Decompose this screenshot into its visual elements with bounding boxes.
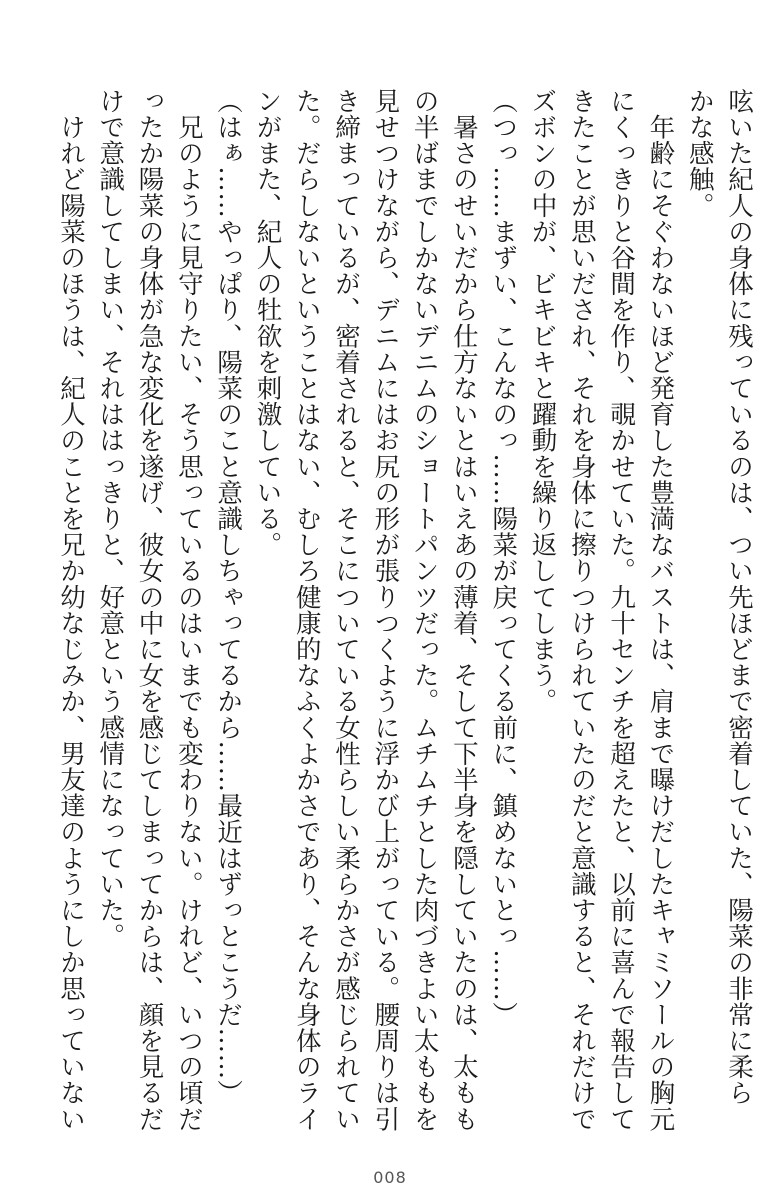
page-number: 008	[373, 1168, 407, 1187]
text-line: ったか陽菜の身体が急な変化を遂げ、彼女の中に女を感じてしまってからは、顔を見るだ	[134, 88, 165, 1132]
text-line: た。だらしないということはない、むしろ健康的なふくよかさであり、そんな身体のライ	[291, 88, 322, 1132]
text-line: き締まっているが、密着されると、そこについている女性らしい柔らかさが感じられてい	[331, 88, 362, 1132]
text-line: けで意識してしまい、それははっきりと、好意という感情になっていた。	[95, 88, 126, 950]
text-line: 年齢にそぐわないほど発育した豊満なバストは、肩まで曝けだしたキャミソールの胸元	[645, 88, 676, 1132]
text-line: 兄のように見守りたい、そう思っているのはいまでも変わりない。けれど、いつの頃だ	[173, 88, 204, 1132]
text-line: 見せつけながら、デニムにはお尻の形が張りつくように浮かび上がっている。腰周りは引	[370, 88, 401, 1132]
text-line: けれど陽菜のほうは、紀人のことを兄か幼なじみか、男友達のようにしか思っていない	[55, 88, 86, 1132]
text-line: ンがまた、紀人の牡欲を刺激している。	[252, 88, 283, 558]
text-line: きたことが思いだされ、それを身体に擦りつけられていたのだと意識すると、それだけで	[566, 88, 597, 1132]
text-line: 暑さのせいだから仕方ないとはいえあの薄着、そして下半身を隠していたのは、太もも	[448, 88, 479, 1132]
text-line: （つっ……まずい、こんなのっ……陽菜が戻ってくる前に、鎮めないとっ……）	[488, 88, 519, 1028]
text-line: の半ばまでしかないデニムのショートパンツだった。ムチムチとした肉づきよい太ももを	[409, 88, 440, 1132]
text-line: にくっきりと谷間を作り、覗かせていた。九十センチを超えたと、以前に喜んで報告して	[606, 88, 637, 1132]
vertical-text-body	[18, 88, 758, 1138]
text-line: （はぁ……やっぱり、陽菜のこと意識しちゃってるから……最近はずっとこうだ……）	[213, 88, 244, 1106]
text-line: ズボンの中が、ビキビキと躍動を繰り返してしまう。	[527, 88, 558, 715]
text-line: かな感触。	[684, 88, 715, 219]
text-line: 呟いた紀人の身体に残っているのは、つい先ほどまで密着していた、陽菜の非常に柔ら	[724, 88, 754, 1106]
